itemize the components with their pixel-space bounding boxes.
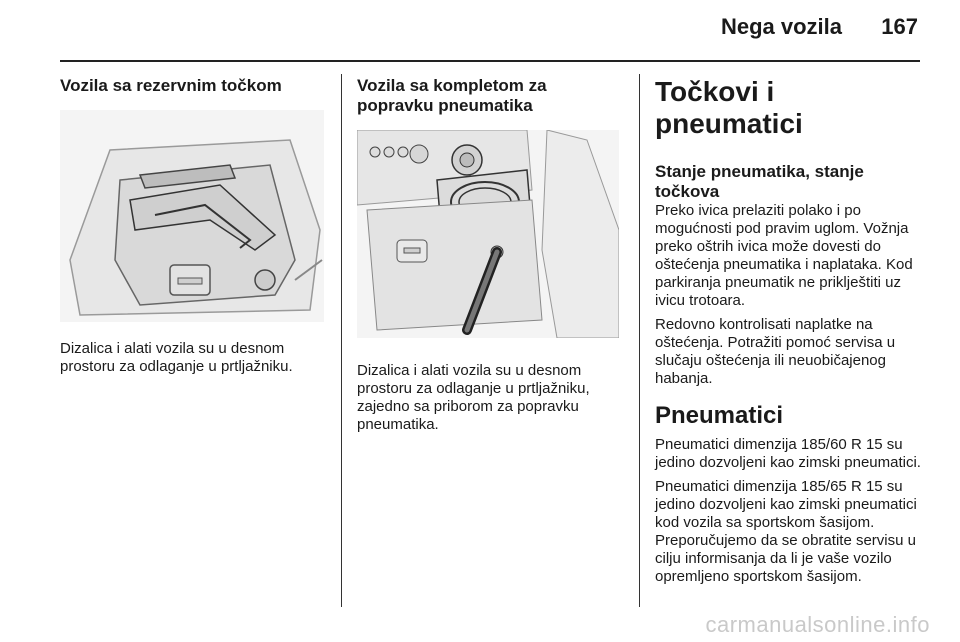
- repair-kit-illustration: [357, 130, 619, 338]
- wheels-tyres-heading: Točkovi i pneumatici: [655, 76, 803, 139]
- tyre-condition-paragraph-1: Preko ivica prelaziti polako i po mogućnosti pod pravim uglom. Vožnja preko oštrih ivica može dovesti do oštećenja pneumatika i naplataka. Kod parkiranja pneumatik ne priklještiti uz ivicu trotoara.: [655, 202, 913, 309]
- column-divider-2: [639, 74, 640, 607]
- header-divider: [60, 60, 920, 62]
- column-divider-1: [341, 74, 342, 607]
- spare-wheel-heading: Vozila sa rezervnim točkom: [60, 76, 282, 95]
- page-header: [0, 0, 960, 62]
- repair-kit-heading: Vozila sa kompletom za popravku pneumatika: [357, 76, 547, 115]
- spare-wheel-caption: Dizalica i alati vozila su u desnom prostoru za odlaganje u prtljažniku.: [60, 340, 293, 375]
- tyres-paragraph-2: Pneumatici dimenzija 185/65 R 15 su jedino dozvoljeni kao zimski pneumatici kod vozila sa sportskom šasijom. Preporučujemo da se obratite servisu u cilju informisanja da li je vaše vozilo opremljeno sportskom šasijom.: [655, 478, 917, 585]
- tyres-paragraph-1: Pneumatici dimenzija 185/60 R 15 su jedino dozvoljeni kao zimski pneumatici.: [655, 436, 921, 471]
- tyre-condition-paragraph-2: Redovno kontrolisati naplatke na oštećenja. Potražiti pomoć servisa u slučaju oštećenja ili neuobičajenog habanja.: [655, 316, 896, 387]
- repair-kit-caption: Dizalica i alati vozila su u desnom prostoru za odlaganje u prtljažniku, zajedno sa priborom za popravku pneumatika.: [357, 362, 590, 433]
- tyres-heading: Pneumatici: [655, 402, 784, 429]
- jack-tools-illustration: [60, 110, 324, 322]
- page-number: 167: [881, 14, 918, 39]
- column-wheels-tyres: [655, 76, 923, 586]
- tyre-condition-heading: Stanje pneumatika, stanje točkova: [655, 162, 864, 201]
- watermark: carmanualsonline.info: [705, 612, 930, 637]
- section-title: Nega vozila: [720, 14, 842, 39]
- column-spare-wheel: [60, 76, 332, 376]
- column-repair-kit: [357, 76, 627, 434]
